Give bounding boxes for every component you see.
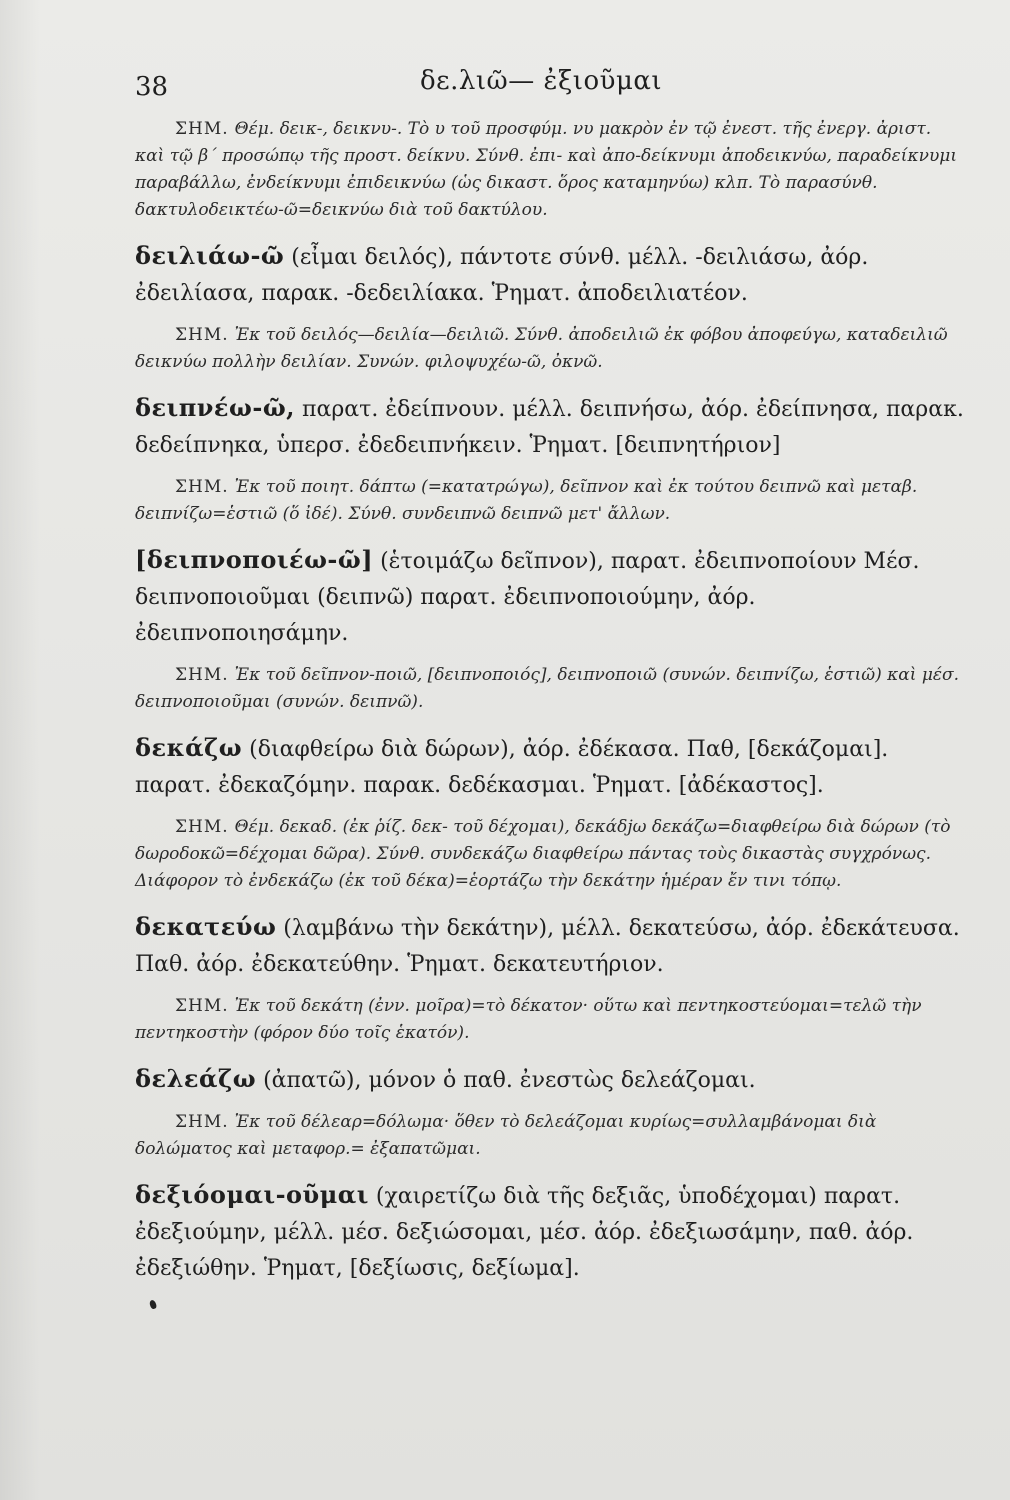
note-paragraph [135, 993, 965, 1047]
note-label: ΣΗΜ. [175, 477, 229, 497]
dictionary-entry [135, 390, 965, 464]
entry-text: (ἀπατῶ), μόνον ὁ παθ. ἐνεστὼς δελεάζομαι. [263, 1068, 756, 1093]
entry-text: (εἶμαι δειλός), πάντοτε σύνθ. μέλλ. -δειλιάσω, ἀόρ. ἐδειλίασα, παρακ. -δεδειλίακα. Ῥηματ. ἀποδειλιατέον. [135, 245, 869, 306]
entry-lemma: δεκάζω [135, 733, 243, 762]
page-header [130, 58, 970, 102]
note-text: Θέμ. δεικ-, δεικνυ-. Τὸ υ τοῦ προσφύμ. νυ μακρὸν ἐν τῷ ἐνεστ. τῆς ἐνεργ. ἀριστ. καὶ τῷ β΄ προσώπῳ τῆς προστ. δείκνυ. Σύνθ. ἐπι- καὶ ἀπο-δείκνυμι ἀποδεικνύω, παραδείκνυμι παραβάλλω, ἐνδείκνυμι ἐπιδεικνύω (ὡς δικαστ. ὅρος καταμηνύω) κλπ. Τὸ παρασύνθ. δακτυλοδεικτέω-ῶ=δεικνύω διὰ τοῦ δακτύλου. [135, 119, 957, 220]
entry-text: (χαιρετίζω διὰ τῆς δεξιᾶς, ὑποδέχομαι) παρατ. ἐδεξιούμην, μέλλ. μέσ. δεξιώσομαι, μέσ. ἀόρ. ἐδεξιωσάμην, παθ. ἀόρ. ἐδεξιώθην. Ῥηματ, [δεξίωσις, δεξίωμα]. [135, 1184, 914, 1281]
note-text: Θέμ. δεκαδ. (ἐκ ῥίζ. δεκ- τοῦ δέχομαι), δεκάδjω δεκάζω=διαφθείρω διὰ δώρων (τὸ δωροδοκῶ=δέχομαι δῶρα). Σύνθ. συνδεκάζω διαφθείρω πάντας τοὺς δικαστὰς συγχρόνως. Διάφορον τὸ ἐνδεκάζω (ἐκ τοῦ δέκα)=ἑορτάζω τὴν δεκάτην ἡμέραν ἔν τινι τόπῳ. [135, 817, 951, 891]
entry-text: (διαφθείρω διὰ δώρων), ἀόρ. ἐδέκασα. Παθ, [δεκάζομαι]. παρατ. ἐδεκαζόμην. παρακ. δεδέκασμαι. Ῥηματ. [ἀδέκαστος]. [135, 737, 889, 798]
note-label: ΣΗΜ. [175, 665, 229, 685]
dictionary-entry [135, 730, 965, 804]
dictionary-entry [135, 542, 965, 652]
entry-text: (ἑτοιμάζω δεῖπνον), παρατ. ἐδειπνοποίουν Μέσ. δειπνοποιοῦμαι (δειπνῶ) παρατ. ἐδειπνοποιούμην, ἀόρ. ἐδειπνοποιησάμην. [135, 549, 920, 646]
dictionary-entry [135, 1177, 965, 1287]
entry-lemma: δεκατεύω [135, 912, 277, 941]
note-paragraph [135, 662, 965, 716]
note-label: ΣΗΜ. [175, 119, 229, 139]
note-paragraph [135, 116, 965, 224]
dictionary-body [135, 116, 965, 1297]
entry-lemma: δεξιόομαι-οῦμαι [135, 1180, 369, 1209]
note-paragraph [135, 474, 965, 528]
note-paragraph [135, 814, 965, 895]
note-label: ΣΗΜ. [175, 996, 229, 1016]
ink-blot [149, 1299, 158, 1310]
entry-lemma: [δειπνοποιέω-ῶ] [135, 545, 374, 574]
page-number: 38 [135, 72, 169, 102]
entry-lemma: δειπνέω-ῶ, [135, 393, 296, 422]
note-text: Ἐκ τοῦ δειλός—δειλία—δειλιῶ. Σύνθ. ἀποδειλιῶ ἐκ φόβου ἀποφεύγω, καταδειλιῶ δεικνύω πολλὴν δειλίαν. Συνών. φιλοψυχέω-ῶ, ὀκνῶ. [135, 325, 948, 372]
note-label: ΣΗΜ. [175, 325, 229, 345]
note-text: Ἐκ τοῦ ποιητ. δάπτω (=κατατρώγω), δεῖπνον καὶ ἐκ τούτου δειπνῶ καὶ μεταβ. δειπνίζω=ἑστιῶ (ὅ ἰδέ). Σύνθ. συνδειπνῶ δειπνῶ μετ' ἄλλων. [135, 477, 918, 524]
entry-lemma: δελεάζω [135, 1064, 257, 1093]
note-paragraph [135, 1109, 965, 1163]
entry-text: παρατ. ἐδείπνουν. μέλλ. δειπνήσω, ἀόρ. ἐδείπνησα, παρακ. δεδείπνηκα, ὑπερσ. ἐδεδειπνήκειν. Ῥηματ. [δειπνητήριον] [135, 397, 964, 458]
running-head: δε.λιῶ— ἐξιοῦμαι [420, 66, 663, 96]
dictionary-entry [135, 909, 965, 983]
note-label: ΣΗΜ. [175, 1112, 229, 1132]
dictionary-entry [135, 1061, 965, 1099]
note-text: Ἐκ τοῦ δεκάτη (ἐνν. μοῖρα)=τὸ δέκατον· οὕτω καὶ πεντηκοστεύομαι=τελῶ τὴν πεντηκοστὴν (φόρον δύο τοῖς ἑκατόν). [135, 996, 922, 1043]
note-text: Ἐκ τοῦ δέλεαρ=δόλωμα· ὅθεν τὸ δελεάζομαι κυρίως=συλλαμβάνομαι διὰ δολώματος καὶ μεταφορ.= ἐξαπατῶμαι. [135, 1112, 877, 1159]
entry-lemma: δειλιάω-ῶ [135, 241, 285, 270]
note-paragraph [135, 322, 965, 376]
dictionary-entry [135, 238, 965, 312]
note-label: ΣΗΜ. [175, 817, 229, 837]
note-text: Ἐκ τοῦ δεῖπνον-ποιῶ, [δειπνοποιός], δειπνοποιῶ (συνών. δειπνίζω, ἑστιῶ) καὶ μέσ. δειπνοποιοῦμαι (συνών. δειπνῶ). [135, 665, 960, 712]
entry-text: (λαμβάνω τὴν δεκάτην), μέλλ. δεκατεύσω, ἀόρ. ἐδεκάτευσα. Παθ. ἀόρ. ἐδεκατεύθην. Ῥηματ. δεκατευτήριον. [135, 916, 960, 977]
page-fold-shadow [0, 0, 40, 1500]
